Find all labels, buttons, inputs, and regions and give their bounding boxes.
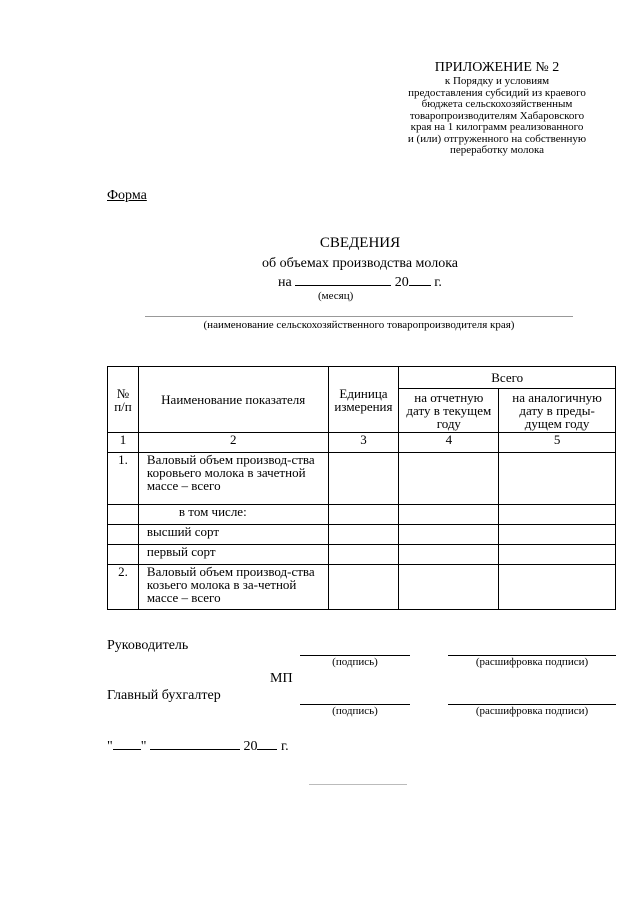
row-name: в том числе: <box>138 505 328 525</box>
row-cell[interactable] <box>328 565 399 610</box>
column-number: 4 <box>399 433 499 453</box>
date-close-quote: " <box>140 739 147 754</box>
manager-decode-caption: (расшифровка подписи) <box>475 656 589 668</box>
stamp-place: МП <box>270 671 293 686</box>
column-number: 3 <box>328 433 399 453</box>
date-year-prefix: 20 <box>243 739 258 754</box>
appendix-line: переработку молока <box>449 144 545 156</box>
producer-caption: (наименование сельскохозяйственного товаропроизводителя края) <box>203 319 515 331</box>
signing-date-line <box>107 737 289 755</box>
month-blank[interactable] <box>150 737 240 750</box>
month-caption: (месяц) <box>318 290 354 302</box>
row-cell[interactable] <box>399 505 499 525</box>
table-row <box>108 453 616 505</box>
year-blank[interactable] <box>257 737 277 750</box>
year-suffix: г. <box>434 275 442 290</box>
row-cell[interactable] <box>499 545 616 565</box>
date-year-suffix: г. <box>280 739 289 754</box>
row-cell[interactable] <box>328 545 399 565</box>
appendix-line: бюджета сельскохозяйственным <box>421 98 573 110</box>
na-prefix: на <box>278 275 292 290</box>
date-open-quote: " <box>107 739 113 754</box>
column-number-row <box>108 433 616 453</box>
row-num <box>108 525 139 545</box>
row-cell[interactable] <box>399 545 499 565</box>
header-previous-year: на аналогичную дату в преды-дущем году <box>499 389 616 433</box>
row-cell[interactable] <box>499 505 616 525</box>
header-name: Наименование показателя <box>138 367 328 433</box>
header-current-year: на отчетную дату в текущем году <box>399 389 499 433</box>
row-cell[interactable] <box>328 525 399 545</box>
document-title: СВЕДЕНИЯ <box>319 235 401 251</box>
row-num: 2. <box>108 565 139 610</box>
accountant-label: Главный бухгалтер <box>107 688 221 703</box>
accountant-signature-caption: (подпись) <box>332 705 378 717</box>
document-subtitle: об объемах производства молока <box>261 256 458 271</box>
row-cell[interactable] <box>499 565 616 610</box>
row-cell[interactable] <box>499 453 616 505</box>
row-name: Валовый объем производ-ства козьего молока в за-четной массе – всего <box>138 565 328 610</box>
header-unit: Единица измерения <box>328 367 399 433</box>
appendix-title: ПРИЛОЖЕНИЕ № 2 <box>434 60 560 75</box>
row-num <box>108 505 139 525</box>
header-total: Всего <box>399 367 616 389</box>
row-name: первый сорт <box>138 545 328 565</box>
appendix-line: края на 1 килограмм реализованного <box>410 121 584 133</box>
bottom-rule <box>309 784 407 785</box>
header-num: № п/п <box>108 367 139 433</box>
appendix-line: товаропроизводителям Хабаровского <box>409 109 585 122</box>
day-blank[interactable] <box>113 737 141 750</box>
appendix-line: предоставления субсидий из краевого <box>408 86 586 99</box>
accountant-decode-caption: (расшифровка подписи) <box>475 705 589 717</box>
manager-label: Руководитель <box>107 638 189 653</box>
milk-volume-table <box>107 366 616 610</box>
year-blank[interactable] <box>409 273 431 286</box>
table-row <box>108 565 616 610</box>
row-cell[interactable] <box>328 453 399 505</box>
report-date-line <box>160 273 560 291</box>
column-number: 1 <box>108 433 139 453</box>
row-name: высший сорт <box>138 525 328 545</box>
table-row <box>108 505 616 525</box>
row-cell[interactable] <box>499 525 616 545</box>
appendix-line: и (или) отгруженного на собственную <box>407 132 587 145</box>
table-row <box>108 545 616 565</box>
appendix-line: к Порядку и условиям <box>444 75 550 87</box>
manager-signature-caption: (подпись) <box>332 656 378 668</box>
year-prefix: 20 <box>394 275 409 290</box>
column-number: 2 <box>138 433 328 453</box>
row-cell[interactable] <box>399 565 499 610</box>
column-number: 5 <box>499 433 616 453</box>
row-name: Валовый объем производ-ства коровьего молока в зачетной массе – всего <box>138 453 328 505</box>
form-label: Форма <box>107 188 147 203</box>
row-cell[interactable] <box>399 525 499 545</box>
table-row <box>108 525 616 545</box>
row-num <box>108 545 139 565</box>
appendix-block <box>372 60 622 157</box>
month-blank[interactable] <box>295 273 391 286</box>
producer-name-line[interactable] <box>145 316 573 317</box>
row-cell[interactable] <box>328 505 399 525</box>
row-cell[interactable] <box>399 453 499 505</box>
row-num: 1. <box>108 453 139 505</box>
